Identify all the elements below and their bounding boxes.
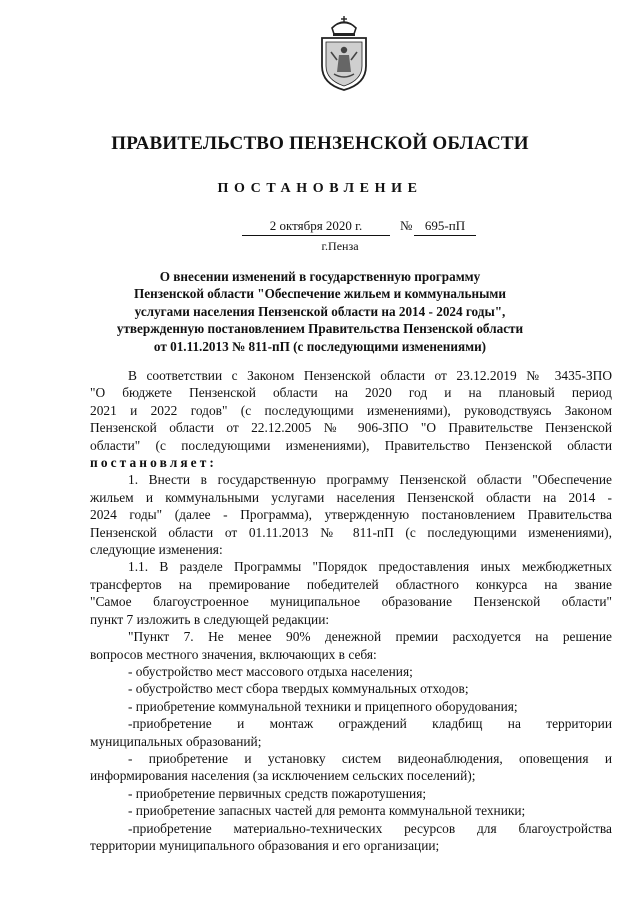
heading-line: услугами населения Пензенской области на 2014 - 2024 годы",	[134, 303, 506, 319]
body-line: 1.1. В разделе Программы "Порядок предоставления иных межбюджетных	[128, 559, 612, 575]
body-line: 2024 годы" (далее - Программа), утвержденную постановлением Правительства	[90, 507, 612, 523]
body-line: - обустройство мест массового отдыха населения;	[128, 663, 413, 679]
body-line: вопросов местного значения, включающих в себя:	[90, 646, 377, 662]
body-line: 2021 и 2022 годов" (с последующими изменениями), руководствуясь Законом	[90, 402, 612, 418]
body-line: трансфертов на премирование победителей областного конкурса на звание	[90, 576, 612, 592]
document-date: 2 октября 2020 г.	[242, 218, 390, 236]
body-line: Пензенской области от 01.11.2013 № 811-пП (с последующими изменениями),	[90, 524, 612, 540]
body-line: -приобретение и монтаж ограждений кладбищ на территории	[128, 716, 612, 732]
coat-of-arms-icon	[318, 14, 370, 92]
body-line: "Самое благоустроенное муниципальное образование Пензенской области"	[90, 594, 612, 610]
heading-line: Пензенской области "Обеспечение жильем и коммунальными	[134, 286, 506, 302]
body-line: Пензенской области от 22.12.2005 № 906-ЗПО "О Правительстве Пензенской	[90, 420, 612, 436]
body-line: - обустройство мест сбора твердых коммунальных отходов;	[128, 681, 469, 697]
body-line: - приобретение коммунальной техники и прицепного оборудования;	[128, 698, 518, 714]
body-line: 1. Внести в государственную программу Пензенской области "Обеспечение	[128, 472, 612, 488]
body-line: - приобретение первичных средств пожаротушения;	[128, 785, 427, 801]
body-line: жильем и коммунальными услугами населения Пензенской области на 2014 -	[90, 489, 612, 505]
document-number: 695-пП	[414, 218, 476, 236]
heading-line: О внесении изменений в государственную программу	[159, 269, 481, 284]
body-line: информирования населения (за исключением сельских поселений);	[90, 768, 476, 784]
government-title: ПРАВИТЕЛЬСТВО ПЕНЗЕНСКОЙ ОБЛАСТИ	[111, 133, 529, 154]
resolves-word: постановляет:	[90, 455, 217, 471]
document-city: г.Пенза	[321, 239, 359, 253]
heading-line: утвержденную постановлением Правительства Пензенской области	[116, 321, 524, 337]
body-line: области" (с последующими изменениями), Правительство Пензенской области	[90, 437, 612, 453]
body-line: пункт 7 изложить в следующей редакции:	[90, 611, 330, 627]
body-line: муниципальных образований;	[90, 733, 262, 749]
body-line: В соответствии с Законом Пензенской области от 23.12.2019 № 3435-ЗПО	[128, 368, 612, 383]
body-line: - приобретение и установку систем видеонаблюдения, оповещения и	[128, 750, 612, 766]
heading-line: от 01.11.2013 № 811-пП (с последующими изменениями)	[153, 338, 487, 354]
body-line: следующие изменения:	[90, 542, 223, 558]
document-body	[90, 367, 612, 854]
body-line: -приобретение материально-технических ресурсов для благоустройства	[128, 820, 612, 836]
document-heading	[0, 268, 640, 355]
number-sign: №	[400, 218, 413, 233]
document-type: ПОСТАНОВЛЕНИЕ	[217, 181, 423, 196]
body-line	[90, 454, 612, 471]
body-line: "Пункт 7. Не менее 90% денежной премии расходуется на решение	[128, 629, 612, 645]
body-line: - приобретение запасных частей для ремонта коммунальной техники;	[128, 803, 526, 819]
body-line: "О бюджете Пензенской области на 2020 год и на плановый период	[90, 385, 612, 401]
body-line: территории муниципального образования и его организации;	[90, 837, 440, 853]
